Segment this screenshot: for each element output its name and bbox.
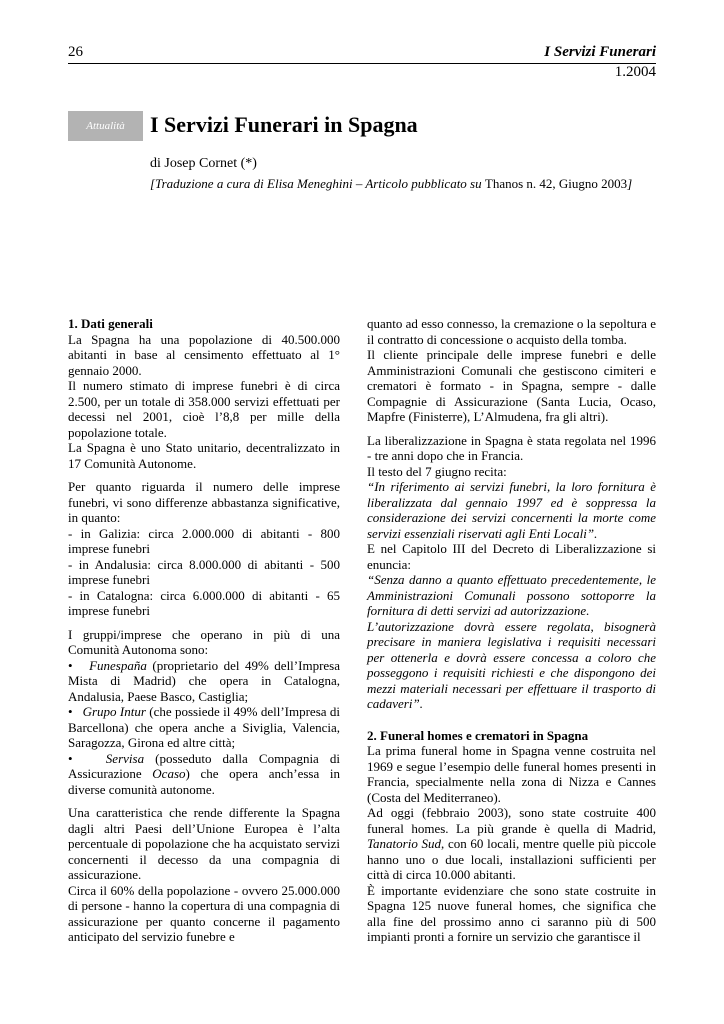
paragraph: [367, 805, 656, 883]
right-column: [367, 316, 656, 945]
group-text: (posseduto dalla Compagnia di Assicurazione: [68, 750, 341, 781]
quote: L’autorizzazione dovrà essere regolata, bisognerà precisare in maniera legislativa i requisiti necessari per ottenerla e dovrà essere concessa a coloro che posseggono i requisiti richiesti e che dispongono dei mezzi materiali necessari per effettuare il trasporto di cadaveri”.: [367, 618, 656, 711]
paragraph: Il cliente principale delle imprese funebri e delle Amministrazioni Comunali che gestiscono cimiteri e crematori è formato - in Spagna, sempre - dalle Compagnie di Assicurazione (Santa Lucia, Ocaso, Mapfre (Finisterre), L’Almudena, fra gli altri).: [367, 347, 656, 424]
paragraph: Per quanto riguarda il numero delle imprese funebri, vi sono differenze abbastanza significative, in quanto:: [68, 479, 340, 525]
paragraph: La Spagna ha una popolazione di 40.500.000 abitanti in base al censimento effettuato al 1° gennaio 2000.: [68, 331, 340, 378]
funeral-home-name: Tanatorio Sud: [367, 836, 442, 851]
running-title: I Servizi Funerari: [544, 44, 656, 60]
paragraph: È importante evidenziare che sono state costruite in Spagna 125 nuove funeral homes, che significa che alla fine del prossimo anno ci saranno più di 500 impianti pronti a fornire un servizio che garantisce il: [367, 882, 656, 944]
paragraph: Una caratteristica che rende differente la Spagna dagli altri Paesi dell’Unione Europea è l’alta percentuale di popolazione che ha acquistato servizi concernenti il decesso da una compagnia di assicurazione.: [68, 805, 340, 882]
bullet-icon: •: [68, 657, 73, 673]
group-item: [68, 751, 340, 798]
paragraph: Il testo del 7 giugno recita:: [367, 463, 507, 479]
group-name: Funespaña: [89, 657, 147, 673]
left-column: [68, 316, 340, 945]
paragraph: I gruppi/imprese che operano in più di una Comunità Autonoma sono:: [68, 626, 340, 657]
group-name: Ocaso: [152, 766, 186, 781]
header-rule: [68, 63, 656, 64]
bullet-icon: •: [68, 750, 73, 766]
quote: “In riferimento ai servizi funebri, la loro fornitura è liberalizzata dal gennaio 1997 ed è soppressa la considerazione dei servizi concernenti la morte come servizi essenziali riservati agli Enti Locali”.: [367, 479, 656, 541]
bullet-icon: •: [68, 704, 73, 719]
author-line: di Josep Cornet (*): [150, 156, 257, 171]
section-heading-funeral-homes: 2. Funeral homes e crematori in Spagna: [367, 727, 589, 743]
section-tag: Attualità: [68, 111, 143, 141]
quote: “Senza danno a quanto effettuato precedentemente, le Amministrazioni Comunali possono sottoporre la fornitura di detti servizi ad autorizzazione.: [367, 572, 656, 618]
group-item: [68, 704, 340, 751]
journal-name: Thanos n. 42, Giugno 2003: [484, 176, 628, 191]
region-item: - in Andalusia: circa 8.000.000 di abitanti - 500 imprese funebri: [68, 556, 340, 587]
paragraph: E nel Capitolo III del Decreto di Liberalizzazione si enuncia:: [367, 541, 656, 572]
translation-note-suffix: ]: [627, 176, 633, 191]
paragraph-text: , con 60 locali, mentre quelle più piccole hanno uno o due locali, installazioni sufficienti per città di circa 10.000 abitanti.: [367, 836, 656, 882]
paragraph: La prima funeral home in Spagna venne costruita nel 1969 e segue l’esempio delle funeral homes presenti in Francia, specialmente nella zona di Nizza e Cannes (Costa del Mediterraneo).: [367, 743, 656, 805]
translation-note: [150, 176, 632, 192]
paragraph: Il numero stimato di imprese funebri è di circa 2.500, per un totale di 358.000 servizi effettuati per decessi nel 2001, cioè l’8,8 per mille della popolazione totale.: [68, 378, 340, 440]
group-name: Servisa: [105, 750, 145, 766]
region-item: - in Galizia: circa 2.000.000 di abitanti - 800 imprese funebri: [68, 525, 340, 556]
group-text: (che possiede il 49% dell’Impresa di Barcellona) che opera anche a Siviglia, Valencia, Saragozza, Girona ed altre città;: [68, 704, 340, 750]
region-item: - in Catalogna: circa 6.000.000 di abitanti - 65 imprese funebri: [68, 587, 340, 618]
paragraph-text: Ad oggi (febbraio 2003), sono state costruite 400 funeral homes. La più grande è quella di Madrid,: [367, 805, 656, 836]
group-name: Grupo Intur: [82, 704, 146, 719]
issue-number: 1.2004: [614, 64, 656, 80]
paragraph: La liberalizzazione in Spagna è stata regolata nel 1996 - tre anni dopo che in Francia.: [367, 432, 656, 463]
paragraph: La Spagna è uno Stato unitario, decentralizzato in 17 Comunità Autonome.: [68, 440, 340, 471]
article-title: I Servizi Funerari in Spagna: [150, 112, 418, 137]
paragraph: Circa il 60% della popolazione - ovvero 25.000.000 di persone - hanno la copertura di una compagnia di assicurazione per quanto concerne il pagamento anticipato del servizio funebre e: [68, 882, 340, 944]
paragraph: quanto ad esso connesso, la cremazione o la sepoltura e il contratto di concessione o acquisto della tomba.: [367, 316, 656, 347]
section-heading-dati-generali: 1. Dati generali: [68, 316, 153, 331]
group-text: (proprietario del 49% dell’Impresa Mista di Madrid) che opera in Catalogna, Andalusia, Paese Basco, Castiglia;: [68, 657, 340, 704]
group-item: [68, 658, 340, 705]
group-text: ) che opera anch’essa in diverse comunità autonome.: [68, 766, 340, 797]
page-number: 26: [68, 44, 83, 60]
translation-note-prefix: [Traduzione a cura di Elisa Meneghini – Articolo pubblicato su: [150, 176, 485, 191]
